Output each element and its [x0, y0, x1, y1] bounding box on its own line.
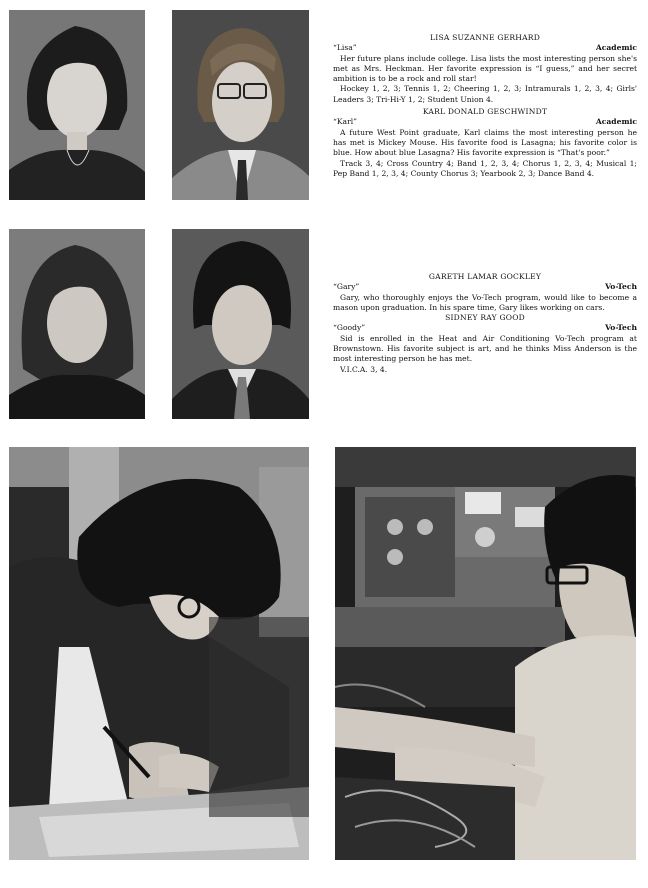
student-nickname: “Lisa” — [333, 43, 357, 53]
nickname-line — [333, 117, 637, 127]
student-name: LISA SUZANNE GERHARD — [430, 33, 540, 42]
student-name: SIDNEY RAY GOOD — [445, 313, 525, 323]
student-entry-karl — [333, 107, 637, 179]
nickname-line — [333, 43, 637, 53]
student-activities: Hockey 1, 2, 3; Tennis 1, 2; Cheering 1, 2, 3; Intramurals 1, 2, 3, 4; Girls' Leaders 3; Tri-Hi-Y 1, 2; Student Union 4. — [333, 84, 637, 104]
student-bio: Sid is enrolled in the Heat and Air Conditioning Vo-Tech program at Brownstown. His favorite subject is art, and he thinks Miss Anderson is the most interesting person he has met. — [333, 333, 637, 364]
student-bio: Gary, who thoroughly enjoys the Vo-Tech program, would like to become a mason upon graduation. In his spare time, Gary likes working on cars. — [333, 292, 637, 312]
student-nickname: “Goody” — [333, 323, 366, 333]
student-nickname: “Karl” — [333, 117, 358, 127]
candid-photo-student-electronics — [335, 447, 636, 860]
student-program: Vo-Tech — [605, 282, 637, 292]
nickname-line — [333, 323, 637, 333]
student-activities: Track 3, 4; Cross Country 4; Band 1, 2, 3, 4; Chorus 1, 2, 3, 4; Musical 1; Pep Band 1, 2, 3, 4; County Chorus 3; Yearbook 2, 3; Dance Band 4. — [333, 158, 637, 178]
student-program: Vo-Tech — [605, 323, 637, 333]
student-entry-lisa — [333, 33, 637, 105]
student-program: Academic — [595, 117, 637, 127]
candid-photo-student-writing — [9, 447, 309, 860]
student-nickname: “Gary” — [333, 282, 360, 292]
student-entry-sidney — [333, 313, 637, 375]
student-program: Academic — [595, 43, 637, 53]
student-name: KARL DONALD GESCHWINDT — [422, 107, 548, 117]
student-bio: Her future plans include college. Lisa lists the most interesting person she's met as Mrs. Heckman. Her favorite expression is “I guess,” and her secret ambition is to be a rock and roll star! — [333, 53, 637, 84]
student-entry-gareth — [333, 272, 637, 313]
student-bio: A future West Point graduate, Karl claims the most interesting person he has met is Mickey Mouse. His favorite food is Lasagna; his favorite color is blue. How about blue Lasagna? His favorite expression is “That's poor.” — [333, 127, 637, 158]
portrait-lisa-gerhard — [9, 10, 145, 200]
portrait-sidney-good — [172, 229, 309, 419]
bio-block-middle — [333, 272, 637, 375]
bio-block-top — [333, 33, 637, 179]
student-activities: V.I.C.A. 3, 4. — [340, 364, 388, 374]
portrait-karl-geschwindt — [172, 10, 309, 200]
portrait-gareth-gockley — [9, 229, 145, 419]
nickname-line — [333, 282, 637, 292]
student-name: GARETH LAMAR GOCKLEY — [428, 272, 542, 281]
